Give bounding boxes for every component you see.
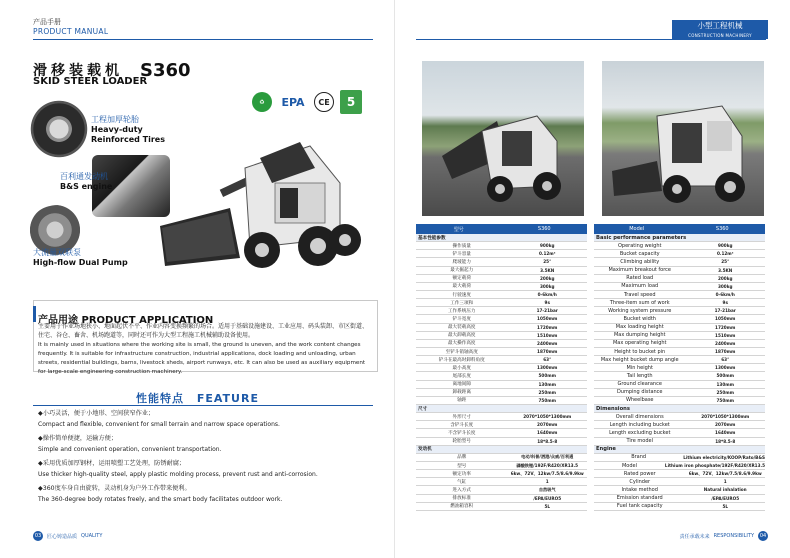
footer-en: RESPONSIBILITY <box>713 533 754 539</box>
engine-label <box>60 172 112 192</box>
spec-row <box>416 299 587 307</box>
feature-item-en: The 360-degree body rotates freely, and the smart body facilitates outdoor work. <box>38 496 283 503</box>
spec-key: Travel speed <box>623 291 656 298</box>
spec-key: 最小高度 <box>452 365 471 371</box>
spec-row <box>416 413 587 421</box>
spec-value: 1720mm <box>537 324 558 330</box>
spec-head-val: S360 <box>537 226 551 232</box>
spec-value: /EPA/EURO5 <box>533 495 562 501</box>
spec-row <box>594 462 765 470</box>
spec-row <box>416 495 587 503</box>
feature-heading-en: FEATURE <box>196 392 259 405</box>
spec-key: Emission standard <box>616 495 663 502</box>
tire-label-en2: Reinforced Tires <box>91 135 165 144</box>
spec-row <box>416 429 587 437</box>
spec-key: 品牌 <box>457 455 467 461</box>
feature-item-cn: ◆操作简单便捷，运输方便； <box>38 435 118 442</box>
footer-cn: 责任承载未来 <box>679 533 710 540</box>
spec-row <box>416 324 587 332</box>
spec-key: 最大装载高度 <box>447 325 476 331</box>
right-header-cn: 小型工程机械 <box>697 21 743 30</box>
page-number: 03 <box>34 533 42 539</box>
spec-row <box>594 275 765 283</box>
spec-head-key: Model <box>629 226 645 232</box>
spec-row <box>416 486 587 494</box>
eco-cert-icon: ♻ <box>252 92 272 112</box>
spec-row <box>416 503 587 511</box>
spec-key: Basic performance parameters <box>596 234 687 241</box>
spec-value: 9s <box>544 300 550 306</box>
spec-key: Maximum breakout force <box>608 267 672 274</box>
spec-key: Length including bucket <box>609 421 670 428</box>
model-title: S360 <box>140 60 191 81</box>
spec-value: 25° <box>721 259 730 265</box>
spec-value: Natural inhalation <box>703 487 747 493</box>
spec-row <box>594 348 765 356</box>
spec-key: Length excluding bucket <box>609 429 671 436</box>
spec-key: Height to bucket pin <box>614 348 666 355</box>
spec-key: Three-item sum of work <box>609 299 670 306</box>
spec-value: 2070mm <box>537 422 558 428</box>
spec-row <box>594 495 765 503</box>
spec-key: Intake method <box>621 486 658 493</box>
footer-cn: 匠心铸造品质 <box>47 533 78 540</box>
spec-value: 0.12m³ <box>538 251 556 257</box>
spec-value: 250mm <box>716 389 734 395</box>
spec-key: Maximum load <box>621 283 659 290</box>
spec-value: 5L <box>722 503 729 509</box>
spec-value: 1720mm <box>715 324 736 330</box>
feature-item-cn: ◆360度车身自由旋转，灵动机身为户外工作带来便利。 <box>38 485 191 492</box>
spec-key: 最大掘起力 <box>450 268 474 274</box>
spec-key: 轴距 <box>457 398 467 404</box>
spec-rows <box>416 234 587 511</box>
spec-value: 250mm <box>538 389 556 395</box>
spec-value: 2070mm <box>715 422 736 428</box>
spec-row <box>416 291 587 299</box>
spec-row <box>594 324 765 332</box>
spec-section-row <box>594 234 765 242</box>
spec-row <box>594 250 765 258</box>
spec-key: Climbing ability <box>620 258 660 265</box>
spec-key: 不含铲斗长度 <box>447 430 476 436</box>
application-title-en: PRODUCT APPLICATION <box>81 315 214 326</box>
spec-value: 自然吸气 <box>538 486 556 492</box>
spec-value: 6kw、72V、12kw/7.5/8.6/9.9kw <box>510 470 584 476</box>
spec-row <box>416 470 587 478</box>
spec-value: 18*8.5-8 <box>715 438 736 444</box>
tire-photo <box>28 100 90 158</box>
spec-row <box>416 421 587 429</box>
spec-key: Wheelbase <box>625 397 654 404</box>
spec-table-header <box>594 224 765 234</box>
left-footer <box>33 531 102 541</box>
spec-key: 尾部长度 <box>452 373 471 379</box>
spec-value: 2070*1050*1300mm <box>701 414 750 420</box>
spec-table-cn <box>416 224 587 511</box>
spec-row <box>416 307 587 315</box>
header-rule <box>33 39 373 40</box>
spec-value: 200kg <box>539 275 555 281</box>
spec-value: 1300mm <box>715 365 736 371</box>
spec-value: 63° <box>721 357 730 363</box>
spec-key: 排放标准 <box>452 496 471 502</box>
spec-value: 1870mm <box>715 349 736 355</box>
spec-key: 基本性能参数 <box>418 235 446 241</box>
spec-key: Bucket capacity <box>619 250 660 257</box>
header-cn: 产品手册 <box>33 18 61 26</box>
spec-section-row <box>416 234 587 242</box>
spec-row <box>416 372 587 380</box>
feature-heading-cn: 性能特点 <box>136 392 185 405</box>
spec-value: 9s <box>722 300 728 306</box>
euro5-logo: 5 <box>340 90 362 114</box>
feature-rule <box>33 405 373 406</box>
skid-steer-illustration <box>140 128 375 278</box>
pump-label-cn: 大流量双联泵 <box>33 248 81 257</box>
spec-key: 气缸 <box>457 479 467 485</box>
spec-head-key: 型号 <box>453 226 464 233</box>
epa-logo: EPA <box>281 95 305 109</box>
spec-value: 900kg <box>539 243 555 249</box>
spec-key: 铲斗宽度 <box>452 316 471 322</box>
right-footer <box>680 531 768 541</box>
spec-value: 2400mm <box>715 340 736 346</box>
spec-row <box>594 438 765 446</box>
spec-key: 工作三项和 <box>450 300 474 306</box>
feature-heading <box>0 390 395 406</box>
spec-value: 500mm <box>538 373 556 379</box>
spec-row <box>594 454 765 462</box>
spec-row <box>416 356 587 364</box>
spec-row <box>594 283 765 291</box>
spec-section-row <box>416 446 587 454</box>
spec-key: Tail length <box>626 372 653 379</box>
spec-value: 1640mm <box>537 430 558 436</box>
spec-value: 0-6km/h <box>715 292 735 298</box>
spec-row <box>594 429 765 437</box>
spec-value: 63° <box>543 357 552 363</box>
spec-row <box>594 478 765 486</box>
spec-row <box>416 340 587 348</box>
spec-value: 200kg <box>717 275 733 281</box>
feature-list <box>38 408 378 508</box>
spec-value: 18*8.5-8 <box>537 438 558 444</box>
spec-table-header <box>416 224 587 234</box>
spec-key: Operating weight <box>618 242 662 249</box>
spec-key: 轮胎型号 <box>452 439 471 445</box>
spec-row <box>416 332 587 340</box>
ce-logo: CE <box>314 92 334 112</box>
spec-key: 额定功率 <box>452 471 471 477</box>
spec-key: Max loading height <box>615 324 664 331</box>
spec-row <box>416 242 587 250</box>
spec-key: Rated power <box>623 470 656 477</box>
spec-value: 1050mm <box>715 316 736 322</box>
spec-value: 750mm <box>538 397 556 403</box>
spec-row <box>416 397 587 405</box>
spec-row <box>594 372 765 380</box>
spec-key: 外形尺寸 <box>452 414 471 420</box>
spec-row <box>416 462 587 470</box>
spec-key: 操作质量 <box>452 243 471 249</box>
spec-value: 130mm <box>716 381 734 387</box>
left-header <box>33 18 108 36</box>
spec-value: 1510mm <box>537 332 558 338</box>
application-text-en: It is mainly used in situations where the working site is small, the ground is uneven, and the work content changes frequently. It is suitable for infrastructure construction, industrial applications, dock loading and unloading, urban streets, residential buildings, barns, livestock sheds, airport runways, etc. It can also be used as auxiliary equipment for large-scale engineering construction machinery. <box>38 341 366 376</box>
spec-key: Dumping distance <box>616 389 663 396</box>
certification-logos <box>252 90 362 114</box>
spec-row <box>594 381 765 389</box>
spec-key: 卸载距离 <box>452 390 471 396</box>
spec-key: 额定载荷 <box>452 276 471 282</box>
spec-value: 5L <box>544 503 551 509</box>
spec-value: 300kg <box>717 283 733 289</box>
application-text-cn: 主要用于作业场地狭小、地面起伏不平、作业内容变换频繁的场合。适用于基础设施建设、工业应用、码头装卸、市区街道、住宅、谷仓、畜舍、机场跑道等，同时还可作为大型工程施工机械辅助设备使用。 <box>38 323 369 340</box>
spec-section-row <box>594 405 765 413</box>
spec-key: Min height <box>626 364 653 371</box>
spec-key: Brand <box>631 454 647 461</box>
spec-value: 900kg <box>717 243 733 249</box>
spec-row <box>594 413 765 421</box>
spec-key: 至铲斗销轴高度 <box>445 349 478 355</box>
title-cn: 滑移装载机 <box>33 63 123 79</box>
feature-item-en: Compact and flexible, convenient for small terrain and narrow space operations. <box>38 421 280 428</box>
spec-row <box>594 258 765 266</box>
page-number: 04 <box>759 533 767 539</box>
spec-key: Tire model <box>626 438 653 445</box>
spec-row <box>416 267 587 275</box>
tire-label-en1: Heavy-duty <box>91 125 143 134</box>
spec-value: 6kw、72V、12kw/7.5/8.6/9.9kw <box>688 470 762 476</box>
feature-item <box>38 483 378 505</box>
spec-row <box>416 389 587 397</box>
spec-value: 25° <box>543 259 552 265</box>
spec-key: Rated load <box>626 275 654 282</box>
application-title-cn: 产品用途 <box>38 315 78 326</box>
spec-value: 磷酸铁锂/192F/R420/XR13.5 <box>516 462 579 468</box>
feature-item <box>38 433 378 455</box>
spec-row <box>416 478 587 486</box>
footer-en: QUALITY <box>81 533 103 539</box>
spec-value: Lithium electricity/KOOP/Rato/B&S <box>683 454 765 460</box>
feature-item-en: Simple and convenient operation, convenient transportation. <box>38 446 222 453</box>
spec-head-val: S360 <box>715 226 729 232</box>
spec-value: 1 <box>545 479 549 485</box>
application-text <box>38 322 368 378</box>
spec-value: 130mm <box>538 381 556 387</box>
spec-value: 2400mm <box>537 340 558 346</box>
spec-row <box>594 389 765 397</box>
spec-section-row <box>594 446 765 454</box>
spec-row <box>416 315 587 323</box>
spec-row <box>594 267 765 275</box>
pump-label-en: High-flow Dual Pump <box>33 258 128 267</box>
spec-row <box>594 299 765 307</box>
spec-key: 进入方式 <box>452 487 471 493</box>
spec-value: 3.5KN <box>540 267 555 273</box>
spec-row <box>594 340 765 348</box>
spec-value: /EPA/EURO5 <box>711 495 740 501</box>
spec-row <box>416 258 587 266</box>
spec-value: 0.12m³ <box>716 251 734 257</box>
spec-value: 电动/科普/洒港/众威/百利通 <box>521 454 574 460</box>
spec-key: Bucket width <box>623 315 656 322</box>
spec-key: Cylinder <box>629 478 651 485</box>
spec-row <box>594 242 765 250</box>
spec-value: 1510mm <box>715 332 736 338</box>
spec-key: 含铲斗长度 <box>450 422 474 428</box>
tire-label-cn: 工程加厚轮胎 <box>91 115 139 124</box>
spec-key: 铲斗在最高时卸料角度 <box>438 357 485 363</box>
spec-key: Model <box>621 462 637 469</box>
spec-value: 500mm <box>716 373 734 379</box>
spec-key: 行驶速度 <box>452 292 471 298</box>
spec-value: 1050mm <box>537 316 558 322</box>
spec-key: 离地间隙 <box>452 382 471 388</box>
spec-rows <box>594 234 765 511</box>
engine-label-en: B&S engine <box>60 182 113 191</box>
spec-key: Max height bucket dump angle <box>600 356 679 363</box>
spec-value: 17-21bar <box>536 308 558 314</box>
spec-value: 17-21bar <box>714 308 736 314</box>
feature-item-cn: ◆采用优质加厚钢材，运用喷塑工艺处理，防锈耐腐； <box>38 460 186 467</box>
spec-key: 工作系统压力 <box>447 308 476 314</box>
spec-row <box>416 275 587 283</box>
spec-value: 1 <box>723 479 727 485</box>
spec-key: 尺寸 <box>418 406 428 412</box>
spec-key: 型号 <box>457 463 467 469</box>
spec-key: Max dumping height <box>613 332 666 339</box>
spec-value: 1870mm <box>537 349 558 355</box>
machine-photo-side <box>602 61 764 216</box>
spec-value: 0-6km/h <box>537 292 557 298</box>
spec-value: Lithium iron phosphate/192F/R420/XR13.5 <box>664 463 765 468</box>
spec-value: 1300mm <box>537 365 558 371</box>
spec-key: 爬坡能力 <box>452 259 471 265</box>
feature-item <box>38 458 378 480</box>
spec-key: 铲斗容量 <box>452 251 471 257</box>
spec-key: Engine <box>596 446 616 453</box>
spec-row <box>594 307 765 315</box>
right-header-badge <box>672 20 768 39</box>
spec-row <box>416 364 587 372</box>
spec-row <box>416 348 587 356</box>
spec-row <box>594 332 765 340</box>
spec-row <box>416 381 587 389</box>
spec-row <box>594 470 765 478</box>
spec-key: Working system pressure <box>608 307 672 314</box>
spec-section-row <box>416 405 587 413</box>
spec-row <box>416 250 587 258</box>
pump-label <box>33 248 128 268</box>
right-page <box>396 0 790 558</box>
spec-key: 发动机 <box>418 447 432 453</box>
feature-item <box>38 408 378 430</box>
spec-key: Max operating height <box>612 340 667 347</box>
spec-value: 300kg <box>539 283 555 289</box>
application-accent <box>33 306 36 322</box>
spec-key: 最大载荷 <box>452 284 471 290</box>
spec-row <box>594 421 765 429</box>
spec-row <box>594 356 765 364</box>
spec-key: Fuel tank capacity <box>616 503 663 510</box>
spec-value: 3.5KN <box>718 267 733 273</box>
spec-key: 最大卸载高度 <box>447 333 476 339</box>
spec-key: Ground clearance <box>617 381 662 388</box>
spec-key: 最大操作高度 <box>447 341 476 347</box>
spec-row <box>594 503 765 511</box>
machine-photo-side-art <box>602 61 764 216</box>
spec-row <box>416 454 587 462</box>
feature-item-cn: ◆小巧灵活，便于小地形、空间狭窄作业； <box>38 410 155 417</box>
header-en: PRODUCT MANUAL <box>33 27 109 36</box>
spec-row <box>594 397 765 405</box>
spec-row <box>416 438 587 446</box>
spec-row <box>594 291 765 299</box>
spec-row <box>594 364 765 372</box>
machine-photo-front-art <box>422 61 584 216</box>
title-en: SKID STEER LOADER <box>33 76 148 87</box>
spec-value: 1640mm <box>715 430 736 436</box>
machine-photo-front <box>422 61 584 216</box>
spec-value: 750mm <box>716 397 734 403</box>
spec-table-en <box>594 224 765 511</box>
spec-value: 2070*1050*1300mm <box>523 414 572 420</box>
spec-key: Overall dimensions <box>615 413 664 420</box>
spec-key: Dimensions <box>596 405 630 412</box>
spec-row <box>594 315 765 323</box>
spec-key: 燃油箱容积 <box>450 504 474 510</box>
engine-label-cn: 百利通发动机 <box>60 172 108 181</box>
feature-item-en: Use thicker high-quality steel, apply plastic molding process, prevent rust and anti-corrosion. <box>38 471 318 478</box>
spec-row <box>416 283 587 291</box>
right-header-en: CONSTRUCTION MACHINERY <box>688 33 752 38</box>
spec-row <box>594 486 765 494</box>
